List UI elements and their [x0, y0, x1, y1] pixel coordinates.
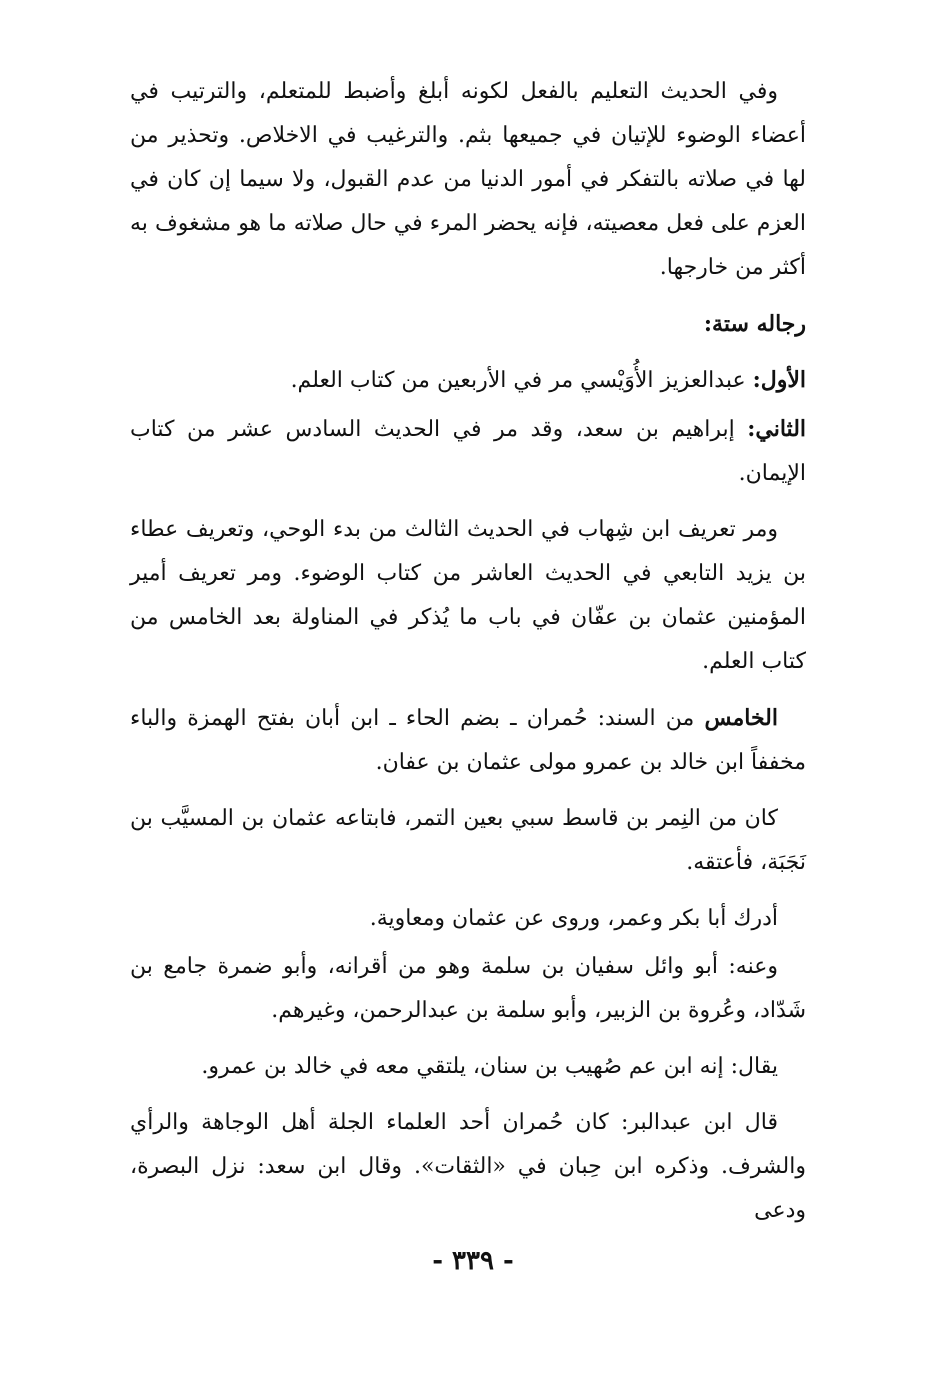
first-narrator-text: عبدالعزيز الأُوَيْسي مر في الأربعين من كتاب العلم.	[290, 368, 753, 393]
fifth-narrator-label: الخامس	[704, 705, 778, 731]
fifth-narrator-text: من السند: حُمران ـ بضم الحاء ـ ابن أبان بفتح الهمزة والباء مخففاً ابن خالد بن عمرو مولى عثمان بن عفان.	[130, 706, 806, 775]
paragraph-ibn-abdulbarr: قال ابن عبدالبر: كان حُمران أحد العلماء الجلة أهل الوجاهة والرأي والشرف. وذكره ابن حِبان في «الثقات». وقال ابن سعد: نزل البصرة، ودعى	[130, 1110, 806, 1223]
paragraph-second-narrator	[130, 407, 806, 496]
paragraph-first-narrator	[130, 358, 806, 403]
page-number: - ٣٣٩ -	[432, 1246, 514, 1276]
paragraph-hadith-benefits: وفي الحديث التعليم بالفعل لكونه أبلغ وأضبط للمتعلم، والترتيب في أعضاء الوضوء للإتيان في جميعها بثم. والترغيب في الاخلاص. وتحذير من لها في صلاته بالتفكر في أمور الدنيا من عدم القبول، ولا سيما إن كان في العزم على فعل معصيته، فإنه يحضر المرء في حال صلاته ما هو مشغوف به أكثر من خارجها.	[130, 79, 806, 280]
paragraph-met: أدرك أبا بكر وعمر، وروى عن عثمان ومعاوية.	[369, 906, 778, 931]
paragraph-cross-references: ومر تعريف ابن شِهاب في الحديث الثالث من بدء الوحي، وتعريف عطاء بن يزيد التابعي في الحديث العاشر من كتاب الوضوء. ومر تعريف أمير المؤمنين عثمان بن عفّان في باب ما يُذكر في المناولة بعد الخامس من كتاب العلم.	[130, 517, 806, 674]
first-narrator-label: الأول:	[752, 367, 806, 393]
paragraph-origin: كان من النِمر بن قاسط سبي بعين التمر، فابتاعه عثمان بن المسيَّب بن نَجَبَة، فأعتقه.	[130, 806, 806, 875]
page-body	[130, 70, 806, 1245]
paragraph-students: وعنه: أبو وائل سفيان بن سلمة وهو من أقرانه، وأبو ضمرة جامع بن شَدّاد، وعُروة بن الزبير، وأبو سلمة بن عبدالرحمن، وغيرهم.	[130, 954, 806, 1023]
second-narrator-text: إبراهيم بن سعد، وقد مر في الحديث السادس عشر من كتاب الإيمان.	[130, 417, 806, 486]
paragraph-relation: يقال: إنه ابن عم صُهيب بن سنان، يلتقي معه في خالد بن عمرو.	[201, 1054, 778, 1079]
second-narrator-label: الثاني:	[747, 416, 807, 442]
paragraph-narrators-heading: رجاله ستة:	[703, 311, 806, 337]
paragraph-fifth-narrator	[130, 696, 806, 785]
